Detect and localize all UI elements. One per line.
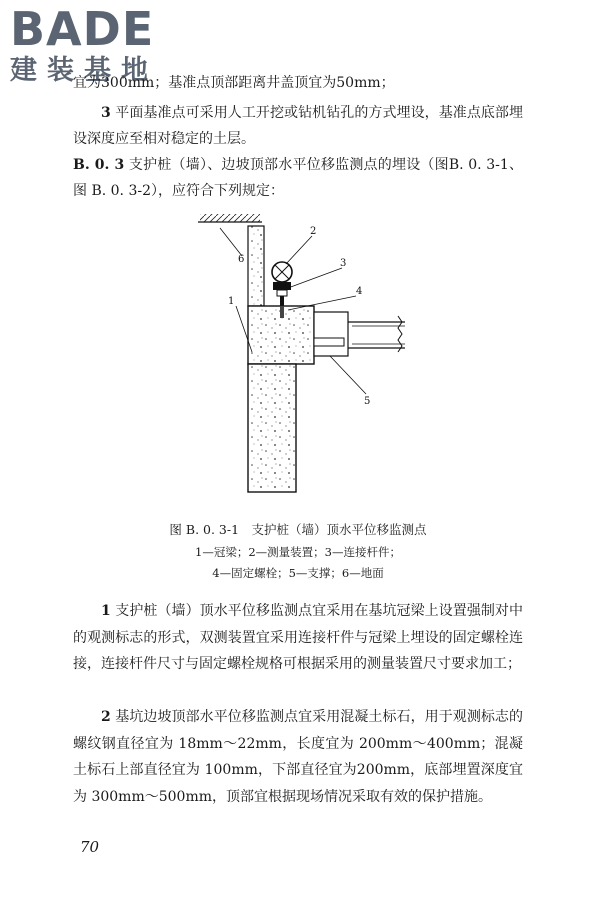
figure-legend-line-2: 4—固定螺栓；5—支撑；6—地面 <box>212 566 384 580</box>
figure-caption: 图 B. 0. 3-1 支护桩（墙）顶水平位移监测点 <box>169 522 427 537</box>
ground-surface <box>198 214 262 222</box>
label-1: 1 <box>228 296 235 307</box>
paragraph-1-number: 1 <box>101 603 111 619</box>
strut <box>348 316 405 352</box>
figure-legend-line-1: 1—冠梁；2—测量装置；3—连接杆件； <box>195 545 401 559</box>
page-number: 70 <box>80 838 100 856</box>
paragraph-2-text: 基坑边坡顶部水平位移监测点宜采用混凝土标石，用于观测标志的螺纹钢直径宜为 18mm～22mm，长度宜为 200mm～400mm；混凝土标石上部直径宜为 100mm，下部直径宜为200mm，底部埋置深度宜为 300mm～500mm，顶部宜根据现场情况采取有效的保护措施。 <box>73 709 523 805</box>
label-6: 6 <box>238 254 245 265</box>
paragraph-1 <box>73 598 523 678</box>
label-2: 2 <box>310 226 317 237</box>
logo-wordmark: BADE <box>10 2 155 56</box>
support-pile <box>248 364 296 492</box>
strut-stub <box>314 338 344 346</box>
label-5: 5 <box>364 396 371 407</box>
intro-line: 宜为300mm；基准点顶部距离井盖顶宜为50mm； <box>73 75 395 91</box>
section-b03 <box>73 152 523 204</box>
strut-connection <box>314 312 348 356</box>
label-3: 3 <box>340 258 347 269</box>
item-3 <box>73 100 523 152</box>
paragraph-2-number: 2 <box>101 709 111 725</box>
label-4: 4 <box>356 286 363 297</box>
item-3-text: 平面基准点可采用人工开挖或钻机钻孔的方式埋设，基准点底部埋设深度应至相对稳定的土层。 <box>73 105 523 147</box>
paragraph-1-text: 支护桩（墙）顶水平位移监测点宜采用在基坑冠梁上设置强制对中的观测标志的形式，双测装置宜采用连接杆件与冠梁上埋设的固定螺栓连接，连接杆件尺寸与固定螺栓规格可根据采用的测量装置尺寸要求加工； <box>73 603 523 672</box>
logo-subtitle: 建装基地 <box>10 55 158 86</box>
upper-wall <box>248 226 264 306</box>
section-text: 支护桩（墙）、边坡顶部水平位移监测点的埋设（图B. 0. 3-1、图 B. 0. 3-2），应符合下列规定： <box>73 157 524 199</box>
section-number: B. 0. 3 <box>73 157 125 173</box>
figure-b031-diagram <box>180 210 420 510</box>
measuring-device <box>272 262 292 296</box>
item-3-number: 3 <box>101 105 111 121</box>
fixing-bolt <box>280 306 284 318</box>
paragraph-2 <box>73 704 523 810</box>
